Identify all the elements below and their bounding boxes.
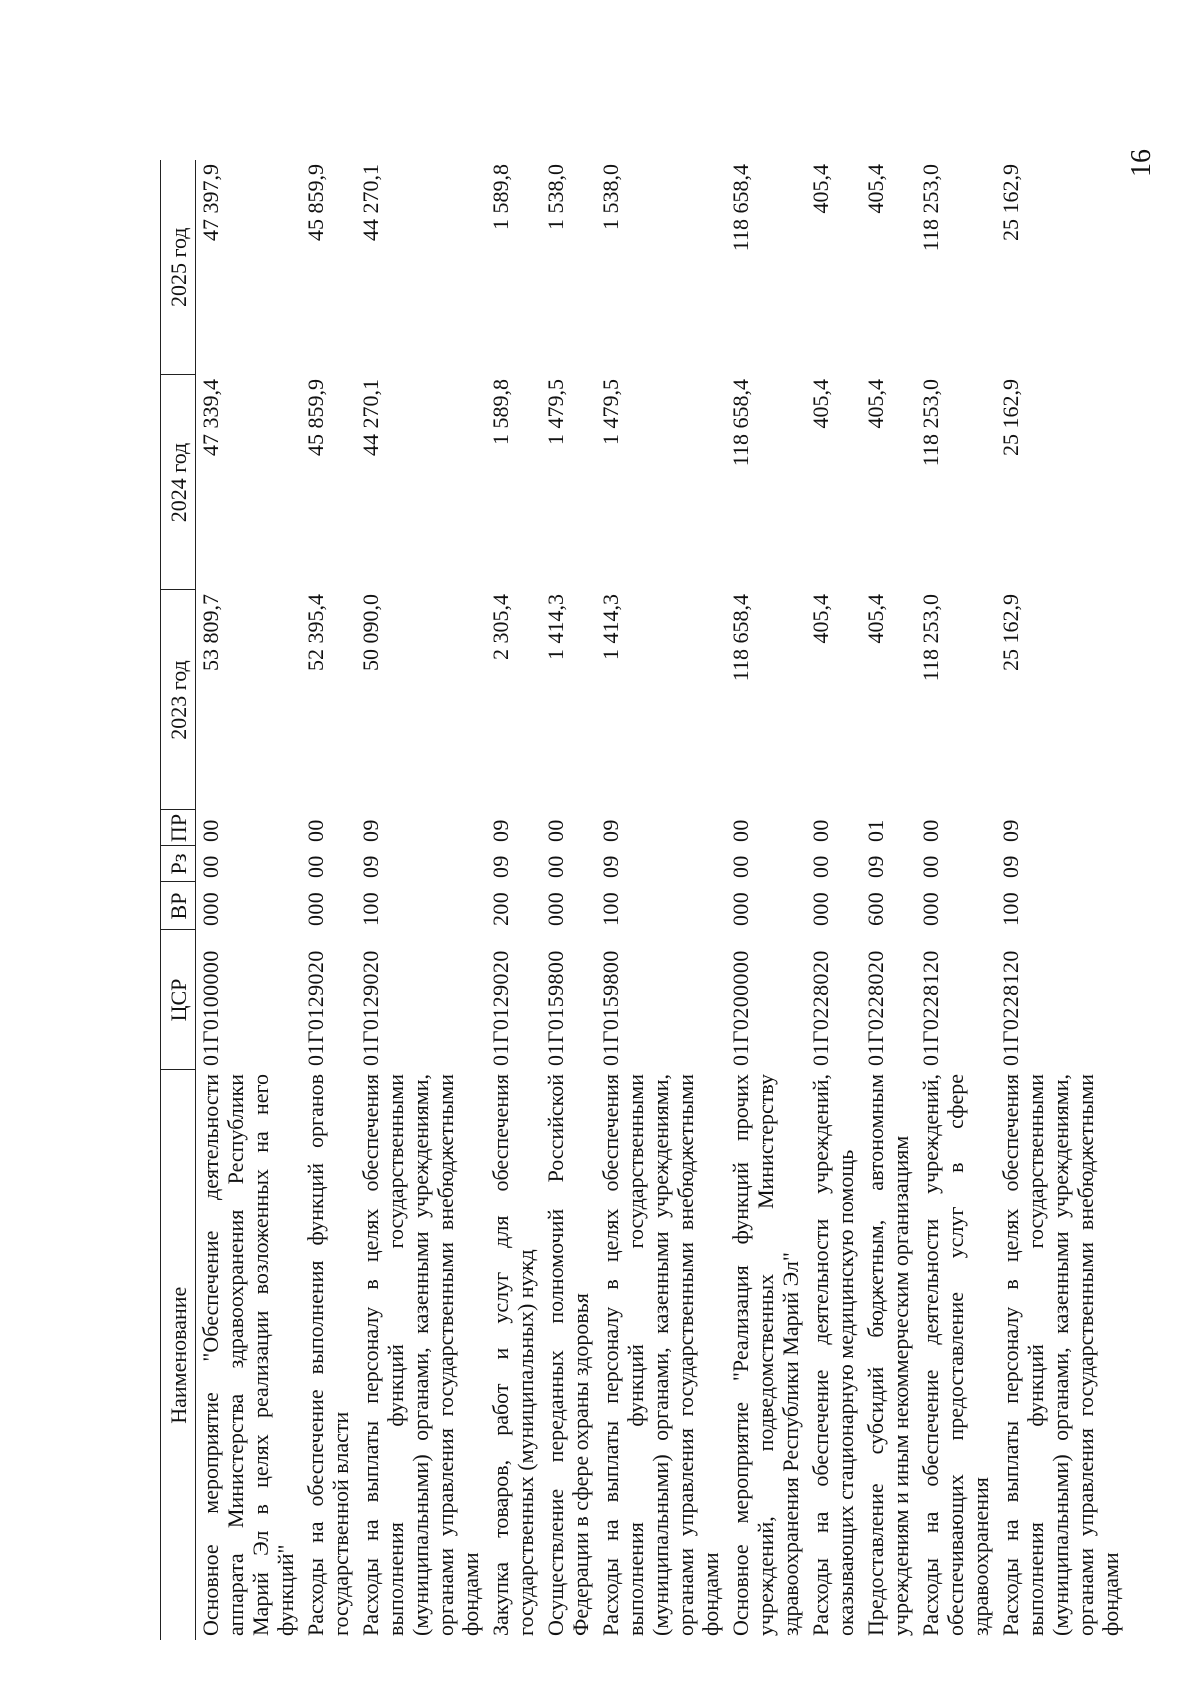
cell-2023: 1 414,3 [598, 594, 623, 660]
table-row [486, 160, 541, 1640]
cell-vr: 000 [728, 891, 753, 926]
cell-2025: 45 859,9 [303, 164, 328, 241]
cell-csr: 01Г0228020 [808, 950, 833, 1066]
cell-name: Закупка товаров, работ и услуг для обеспечения государственных (муниципальных) нужд [488, 1074, 538, 1636]
cell-pr: 00 [543, 819, 568, 842]
table-row [916, 160, 996, 1640]
cell-csr: 01Г0228020 [863, 950, 888, 1066]
cell-rz: 00 [198, 855, 223, 878]
cell-name: Предоставление субсидий бюджетным, автономным учреждениям и иным некоммерческим организациям [863, 1074, 913, 1636]
cell-2024: 44 270,1 [358, 379, 383, 456]
cell-2025: 1 589,8 [488, 164, 513, 230]
cell-csr: 01Г0129020 [303, 950, 328, 1066]
header-rz: Рз [161, 846, 196, 882]
cell-rz: 09 [358, 855, 383, 878]
cell-rz: 00 [303, 855, 328, 878]
cell-rz: 00 [918, 855, 943, 878]
cell-rz: 00 [543, 855, 568, 878]
cell-pr: 09 [998, 819, 1023, 842]
cell-2024: 25 162,9 [998, 379, 1023, 456]
cell-pr: 00 [808, 819, 833, 842]
cell-vr: 100 [998, 891, 1023, 926]
cell-2025: 1 538,0 [543, 164, 568, 230]
cell-2024: 45 859,9 [303, 379, 328, 456]
header-vr: ВР [161, 882, 196, 930]
cell-2025: 1 538,0 [598, 164, 623, 230]
header-name: Наименование [161, 1070, 196, 1640]
cell-name: Расходы на обеспечение выполнения функций органов государственной власти [303, 1074, 353, 1636]
table-row [356, 160, 486, 1640]
cell-2025: 405,4 [808, 164, 833, 214]
cell-rz: 00 [808, 855, 833, 878]
cell-2024: 405,4 [808, 379, 833, 429]
cell-vr: 000 [303, 891, 328, 926]
cell-csr: 01Г0129020 [358, 950, 383, 1066]
header-csr: ЦСР [161, 930, 196, 1070]
cell-2023: 50 090,0 [358, 594, 383, 671]
cell-2023: 118 253,0 [918, 594, 943, 682]
cell-pr: 09 [488, 819, 513, 842]
cell-rz: 09 [863, 855, 888, 878]
cell-name: Расходы на выплаты персоналу в целях обеспечения выполнения функций государственными (муниципальными) органами, казенными учреждениями, органами управления государственными внебюджетными фондами [598, 1074, 723, 1636]
cell-2024: 1 589,8 [488, 379, 513, 445]
cell-pr: 00 [728, 819, 753, 842]
cell-pr: 09 [598, 819, 623, 842]
cell-csr: 01Г0129020 [488, 950, 513, 1066]
cell-rz: 09 [598, 855, 623, 878]
cell-name: Осуществление переданных полномочий Российской Федерации в сфере охраны здоровья [543, 1074, 593, 1636]
cell-2023: 1 414,3 [543, 594, 568, 660]
cell-name: Расходы на выплаты персоналу в целях обеспечения выполнения функций государственными (муниципальными) органами, казенными учреждениями, органами управления государственными внебюджетными фондами [998, 1074, 1123, 1636]
cell-2024: 118 658,4 [728, 379, 753, 467]
cell-vr: 000 [808, 891, 833, 926]
cell-2023: 53 809,7 [198, 594, 223, 671]
table-row [806, 160, 861, 1640]
header-2024: 2024 год [161, 375, 196, 590]
cell-2025: 405,4 [863, 164, 888, 214]
cell-csr: 01Г0200000 [728, 950, 753, 1066]
cell-2024: 1 479,5 [598, 379, 623, 445]
cell-pr: 00 [303, 819, 328, 842]
cell-2024: 1 479,5 [543, 379, 568, 445]
cell-name: Расходы на обеспечение деятельности учреждений, оказывающих стационарную медицинскую помощь [808, 1074, 858, 1636]
cell-rz: 09 [488, 855, 513, 878]
cell-2025: 47 397,9 [198, 164, 223, 241]
table-row [596, 160, 726, 1640]
cell-rz: 00 [728, 855, 753, 878]
rotated-table-container [160, 160, 1123, 1640]
cell-vr: 600 [863, 891, 888, 926]
cell-csr: 01Г0159800 [543, 950, 568, 1066]
cell-2024: 47 339,4 [198, 379, 223, 456]
cell-2023: 2 305,4 [488, 594, 513, 660]
cell-2025: 25 162,9 [998, 164, 1023, 241]
table-row [861, 160, 916, 1640]
cell-pr: 00 [198, 819, 223, 842]
cell-2023: 118 658,4 [728, 594, 753, 682]
cell-vr: 200 [488, 891, 513, 926]
cell-pr: 09 [358, 819, 383, 842]
cell-name: Расходы на обеспечение деятельности учреждений, обеспечивающих предоставление услуг в сфере здравоохранения [918, 1074, 993, 1636]
cell-2025: 118 253,0 [918, 164, 943, 252]
cell-vr: 100 [598, 891, 623, 926]
cell-csr: 01Г0228120 [998, 950, 1023, 1066]
cell-vr: 000 [918, 891, 943, 926]
table-row [301, 160, 356, 1640]
cell-2023: 405,4 [863, 594, 888, 644]
cell-2025: 44 270,1 [358, 164, 383, 241]
cell-2024: 118 253,0 [918, 379, 943, 467]
table-row [541, 160, 596, 1640]
table-row [726, 160, 806, 1640]
cell-vr: 000 [198, 891, 223, 926]
cell-2024: 405,4 [863, 379, 888, 429]
cell-2023: 25 162,9 [998, 594, 1023, 671]
cell-rz: 09 [998, 855, 1023, 878]
cell-vr: 100 [358, 891, 383, 926]
page-number: 16 [1126, 149, 1157, 177]
cell-vr: 000 [543, 891, 568, 926]
cell-name: Основное мероприятие "Обеспечение деятельности аппарата Министерства здравоохранения Республики Марий Эл в целях реализации возложенных на него функций" [198, 1074, 298, 1636]
cell-csr: 01Г0159800 [598, 950, 623, 1066]
cell-name: Основное мероприятие "Реализация функций прочих учреждений, подведомственных Министерству здравоохранения Республики Марий Эл" [728, 1074, 803, 1636]
cell-2023: 405,4 [808, 594, 833, 644]
header-2023: 2023 год [161, 590, 196, 810]
cell-pr: 00 [918, 819, 943, 842]
cell-csr: 01Г0228120 [918, 950, 943, 1066]
cell-csr: 01Г0100000 [198, 950, 223, 1066]
table-row [196, 160, 302, 1640]
header-pr: ПР [161, 810, 196, 846]
header-2025: 2025 год [161, 160, 196, 375]
cell-pr: 01 [863, 819, 888, 842]
table-row [996, 160, 1126, 1640]
cell-2023: 52 395,4 [303, 594, 328, 671]
cell-2025: 118 658,4 [728, 164, 753, 252]
budget-table [160, 160, 1126, 1640]
cell-name: Расходы на выплаты персоналу в целях обеспечения выполнения функций государственными (муниципальными) органами, казенными учреждениями, органами управления государственными внебюджетными фондами [358, 1074, 483, 1636]
table-header-row [161, 160, 196, 1640]
